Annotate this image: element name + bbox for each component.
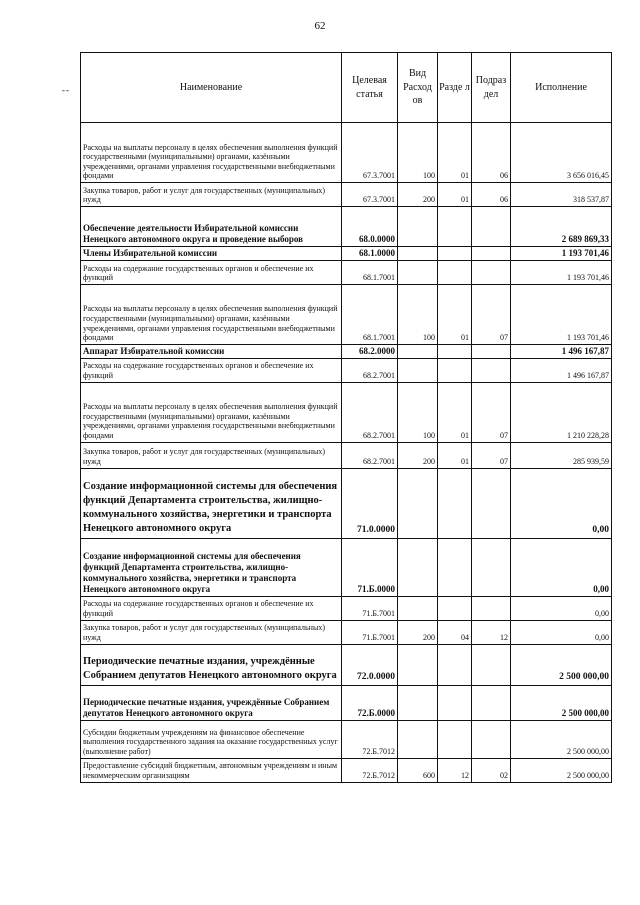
cell-type [398,644,438,685]
cell-type [398,720,438,758]
budget-table [80,52,612,783]
cell-target: 72.Б.0000 [342,685,398,720]
cell-target: 72.0.0000 [342,644,398,685]
cell-subsection [472,596,511,620]
cell-subsection [472,644,511,685]
cell-subsection: 12 [472,620,511,644]
cell-type [398,260,438,284]
table-row [81,720,612,758]
cell-name: Расходы на содержание государственных органов и обеспечение их функций [81,358,342,382]
cell-section: 01 [438,442,472,468]
cell-type: 200 [398,183,438,207]
cell-type [398,207,438,247]
cell-section: 01 [438,123,472,183]
cell-target: 67.3.7001 [342,183,398,207]
cell-section: 04 [438,620,472,644]
cell-result: 0,00 [511,596,612,620]
cell-result: 318 537,87 [511,183,612,207]
cell-name: Обеспечение деятельности Избирательной комиссии Ненецкого автономного округа и проведение выборов [81,207,342,247]
cell-name: Закупка товаров, работ и услуг для государственных (муниципальных) нужд [81,442,342,468]
header-name: Наименование [81,53,342,123]
cell-target: 71.0.0000 [342,468,398,538]
cell-type [398,247,438,261]
table-row [81,382,612,442]
cell-type: 600 [398,758,438,782]
cell-target: 68.2.7001 [342,358,398,382]
cell-target: 71.Б.0000 [342,538,398,596]
cell-section: 12 [438,758,472,782]
cell-subsection [472,207,511,247]
cell-name: Расходы на содержание государственных органов и обеспечение их функций [81,260,342,284]
cell-type [398,468,438,538]
cell-type: 100 [398,284,438,344]
table-row [81,123,612,183]
cell-subsection [472,468,511,538]
cell-result: 1 496 167,87 [511,358,612,382]
cell-target: 68.1.0000 [342,247,398,261]
cell-result: 2 500 000,00 [511,720,612,758]
table-row [81,758,612,782]
table-row [81,260,612,284]
cell-name: Субсидии бюджетным учреждениям на финансовое обеспечение выполнения государственного задания на оказание государственных услуг (выполнение работ) [81,720,342,758]
cell-section [438,644,472,685]
cell-target: 68.2.7001 [342,382,398,442]
cell-result: 1 193 701,46 [511,284,612,344]
table-row [81,207,612,247]
cell-target: 71.Б.7001 [342,596,398,620]
cell-result: 0,00 [511,538,612,596]
cell-result: 2 500 000,00 [511,758,612,782]
table-row [81,284,612,344]
cell-subsection [472,685,511,720]
cell-section [438,247,472,261]
cell-type [398,596,438,620]
header-type: Вид Расход ов [398,53,438,123]
cell-section [438,685,472,720]
cell-result: 0,00 [511,468,612,538]
cell-result: 1 210 228,28 [511,382,612,442]
cell-section [438,358,472,382]
cell-subsection [472,247,511,261]
header-subsection: Подраз дел [472,53,511,123]
cell-subsection: 06 [472,123,511,183]
cell-name: Периодические печатные издания, учреждённые Собранием депутатов Ненецкого автономного округа [81,644,342,685]
cell-name: Закупка товаров, работ и услуг для государственных (муниципальных) нужд [81,183,342,207]
table-row [81,538,612,596]
cell-section: 01 [438,284,472,344]
cell-result: 1 496 167,87 [511,344,612,358]
header-result: Исполнение [511,53,612,123]
cell-target: 67.3.7001 [342,123,398,183]
cell-subsection [472,260,511,284]
page-number: 62 [314,20,326,32]
header-target: Целевая статья [342,53,398,123]
cell-subsection: 07 [472,284,511,344]
cell-type [398,344,438,358]
cell-target: 68.1.7001 [342,284,398,344]
cell-target: 72.Б.7012 [342,720,398,758]
cell-name: Аппарат Избирательной комиссии [81,344,342,358]
cell-subsection: 07 [472,382,511,442]
cell-result: 285 939,59 [511,442,612,468]
cell-subsection [472,358,511,382]
table-row [81,468,612,538]
table-header-row [81,53,612,123]
table-row [81,358,612,382]
cell-result: 2 500 000,00 [511,644,612,685]
cell-result: 3 656 016,45 [511,123,612,183]
cell-section [438,538,472,596]
cell-target: 71.Б.7001 [342,620,398,644]
margin-mark: -- [62,85,70,95]
cell-section [438,344,472,358]
cell-name: Расходы на выплаты персоналу в целях обеспечения выполнения функций государственными (муниципальными) органами, казёнными учреждениями, органами управления государственными внебюджетными фондами [81,123,342,183]
cell-section [438,596,472,620]
cell-name: Создание информационной системы для обеспечения функций Департамента строительства, жилищно-коммунального хозяйства, энергетики и транспорта Ненецкого автономного округа [81,538,342,596]
cell-result: 1 193 701,46 [511,247,612,261]
cell-type: 100 [398,123,438,183]
table-row [81,596,612,620]
table-row [81,685,612,720]
cell-section [438,720,472,758]
cell-section [438,260,472,284]
cell-result: 1 193 701,46 [511,260,612,284]
cell-subsection: 02 [472,758,511,782]
cell-target: 68.1.7001 [342,260,398,284]
cell-target: 72.Б.7012 [342,758,398,782]
cell-section [438,468,472,538]
cell-subsection: 07 [472,442,511,468]
cell-section: 01 [438,183,472,207]
cell-name: Создание информационной системы для обеспечения функций Департамента строительства, жилищно-коммунального хозяйства, энергетики и транспорта Ненецкого автономного округа [81,468,342,538]
cell-name: Расходы на выплаты персоналу в целях обеспечения выполнения функций государственными (муниципальными) органами, казёнными учреждениями, органами управления государственными внебюджетными фондами [81,284,342,344]
cell-name: Периодические печатные издания, учреждённые Собранием депутатов Ненецкого автономного округа [81,685,342,720]
table-row [81,620,612,644]
cell-subsection: 06 [472,183,511,207]
cell-section [438,207,472,247]
table-row [81,247,612,261]
header-section: Разде л [438,53,472,123]
table-row [81,644,612,685]
cell-section: 01 [438,382,472,442]
cell-result: 2 689 869,33 [511,207,612,247]
table-row [81,442,612,468]
table-row [81,183,612,207]
cell-subsection [472,344,511,358]
cell-target: 68.2.0000 [342,344,398,358]
cell-type: 100 [398,382,438,442]
cell-name: Члены Избирательной комиссии [81,247,342,261]
cell-name: Расходы на выплаты персоналу в целях обеспечения выполнения функций государственными (муниципальными) органами, казёнными учреждениями, органами управления государственными внебюджетными фондами [81,382,342,442]
cell-result: 0,00 [511,620,612,644]
cell-result: 2 500 000,00 [511,685,612,720]
cell-subsection [472,538,511,596]
cell-name: Закупка товаров, работ и услуг для государственных (муниципальных) нужд [81,620,342,644]
cell-target: 68.2.7001 [342,442,398,468]
cell-subsection [472,720,511,758]
cell-name: Расходы на содержание государственных органов и обеспечение их функций [81,596,342,620]
table-row [81,344,612,358]
cell-name: Предоставление субсидий бюджетным, автономным учреждениям и иным некоммерческим организациям [81,758,342,782]
cell-type: 200 [398,620,438,644]
cell-type [398,358,438,382]
cell-type [398,538,438,596]
cell-type [398,685,438,720]
cell-type: 200 [398,442,438,468]
cell-target: 68.0.0000 [342,207,398,247]
